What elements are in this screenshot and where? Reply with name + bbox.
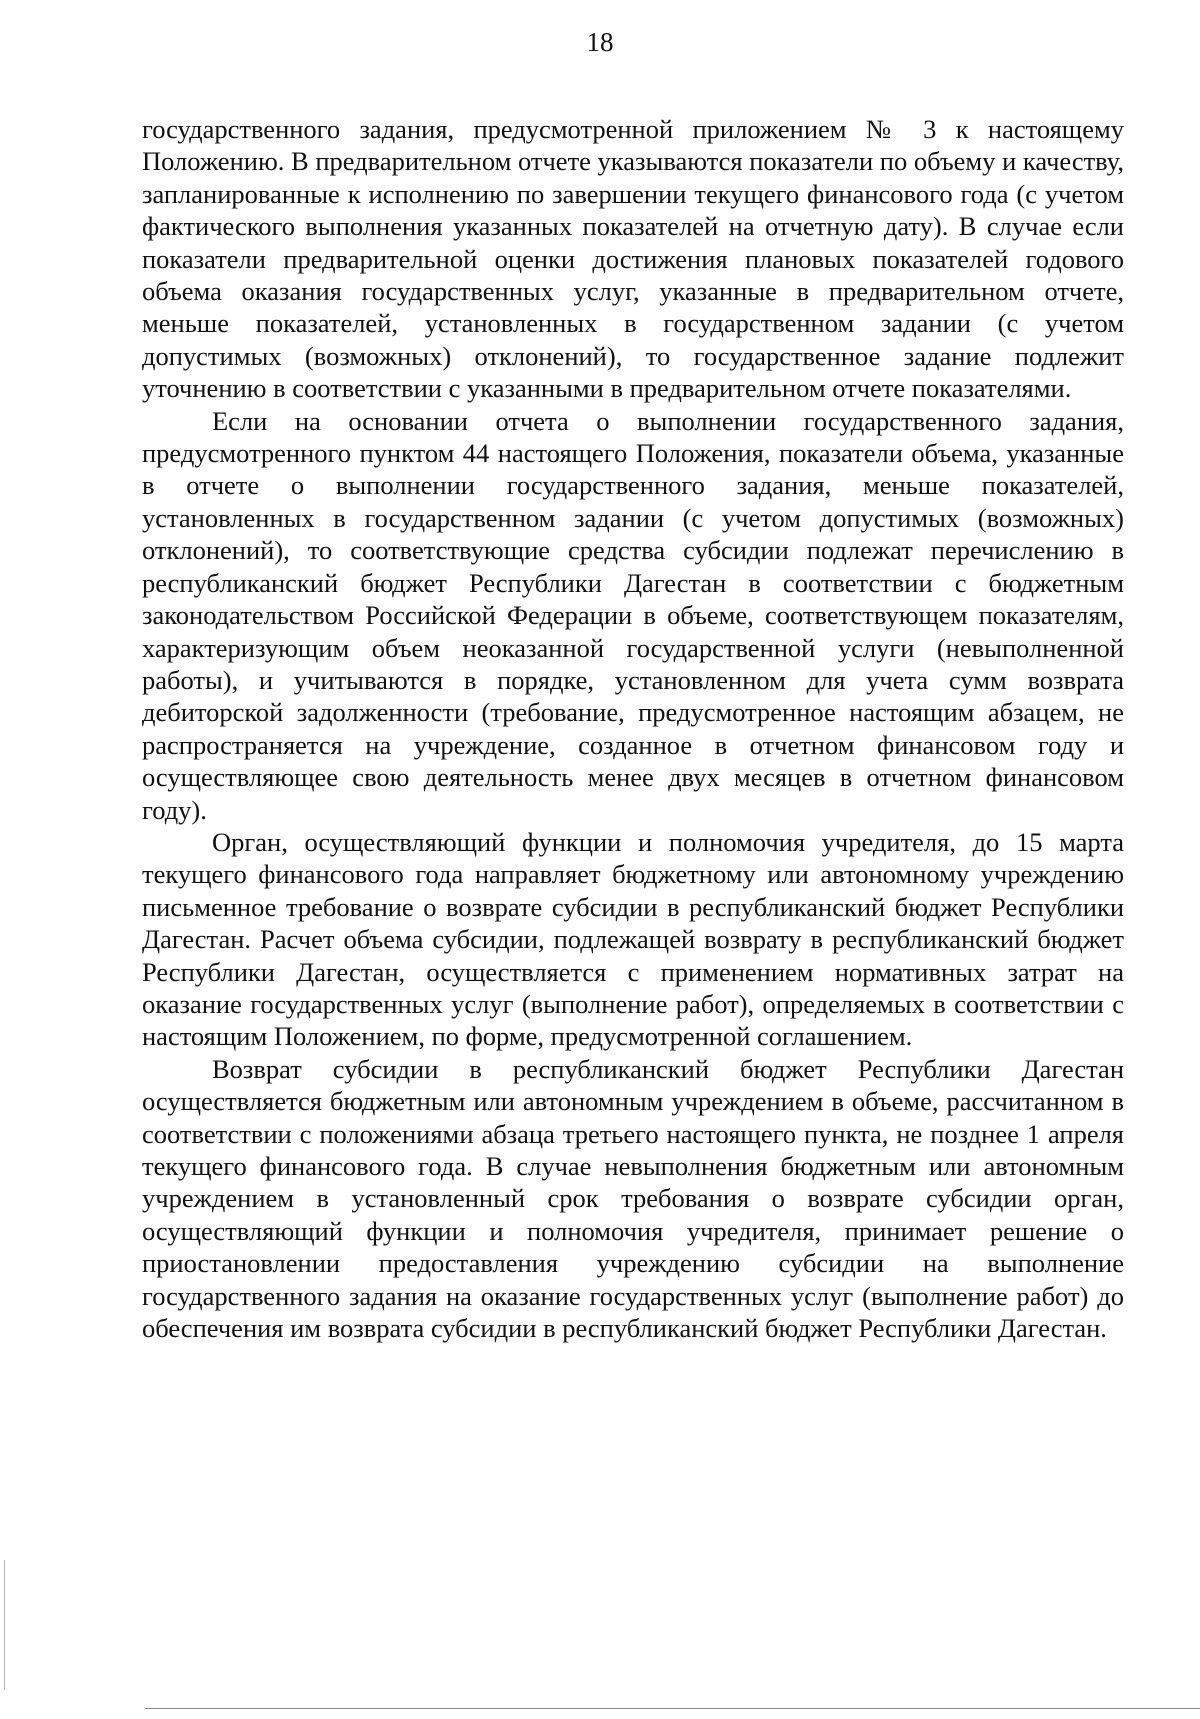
- paragraph-refund-report: Если на основании отчета о выполнении государственного задания, предусмотренного пунктом 44 настоящего Положения, показатели объема, указанные в отчете о выполнении государственного задания, меньше показателей, установленных в государственном задании (с учетом допустимых (возможных) отклонений), то соответствующие средства субсидии подлежат перечислению в республиканский бюджет Республики Дагестан в соответствии с бюджетным законодательством Российской Федерации в объеме, соответствующем показателям, характеризующим объем неоказанной государственной услуги (невыполненной работы), и учитываются в порядке, установленном для учета сумм возврата дебиторской задолженности (требование, предусмотренное настоящим абзацем, не распространяется на учреждение, созданное в отчетном финансовом году и осуществляющее свою деятельность менее двух месяцев в отчетном финансовом году).: [142, 405, 1124, 825]
- document-body: [142, 113, 1124, 1344]
- page-number: 18: [586, 27, 614, 57]
- paragraph-founder-requirement: Орган, осуществляющий функции и полномочия учредителя, до 15 марта текущего финансового года направляет бюджетному или автономному учреждению письменное требование о возврате субсидии в республиканский бюджет Республики Дагестан. Расчет объема субсидии, подлежащей возврату в республиканский бюджет Республики Дагестан, осуществляется с применением нормативных затрат на оказание государственных услуг (выполнение работ), определяемых в соответствии с настоящим Положением, по форме, предусмотренной соглашением.: [142, 826, 1124, 1052]
- paragraph-subsidy-return: Возврат субсидии в республиканский бюджет Республики Дагестан осуществляется бюджетным или автономным учреждением в объеме, рассчитанном в соответствии с положениями абзаца третьего настоящего пункта, не позднее 1 апреля текущего финансового года. В случае невыполнения бюджетным или автономным учреждением в установленный срок требования о возврате субсидии орган, осуществляющий функции и полномочия учредителя, принимает решение о приостановлении предоставления учреждению субсидии на выполнение государственного задания на оказание государственных услуг (выполнение работ) до обеспечения им возврата субсидии в республиканский бюджет Республики Дагестан.: [142, 1053, 1124, 1344]
- paragraph-continuation: государственного задания, предусмотренной приложением № 3 к настоящему Положению. В предварительном отчете указываются показатели по объему и качеству, запланированные к исполнению по завершении текущего финансового года (с учетом фактического выполнения указанных показателей на отчетную дату). В случае если показатели предварительной оценки достижения плановых показателей годового объема оказания государственных услуг, указанные в предварительном отчете, меньше показателей, установленных в государственном задании (с учетом допустимых (возможных) отклонений), то государственное задание подлежит уточнению в соответствии с указанными в предварительном отчете показателями.: [142, 114, 1124, 404]
- scan-bottom-rule: [145, 1708, 1200, 1709]
- scan-left-edge: [4, 1560, 5, 1690]
